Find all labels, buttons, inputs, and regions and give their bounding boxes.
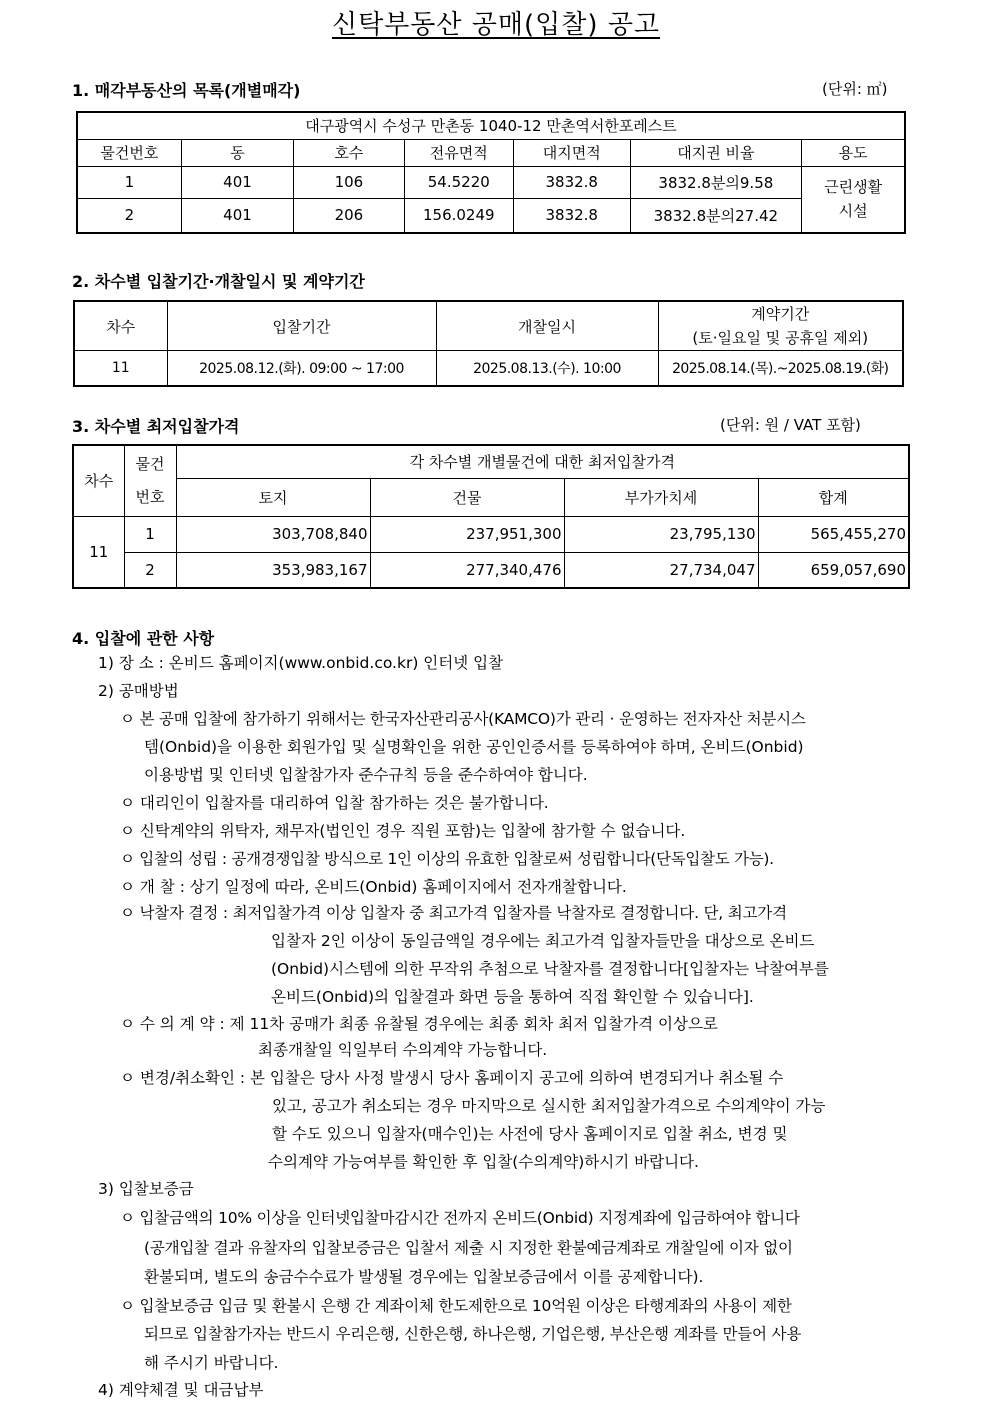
table-cell: 206 [294, 198, 404, 233]
bullet-winner: ㅇ 낙찰자 결정 : 최저입찰가격 이상 입찰자 중 최고가격 입찰자를 낙찰자로 결정합니다. 단, 최고가격 [120, 904, 787, 922]
bullet-change-cancel-cont: 수의계약 가능여부를 확인한 후 입찰(수의계약)하시기 바랍니다. [268, 1153, 699, 1171]
bullet-transfer-limit-cont: 되므로 입찰참가자는 반드시 우리은행, 신한은행, 하나은행, 기업은행, 부산은행 계좌를 만들어 사용 [144, 1325, 802, 1343]
bullet-formation: ㅇ 입찰의 성립 : 공개경쟁입찰 방식으로 1인 이상의 유효한 입찰로써 성립합니다(단독입찰도 가능). [120, 850, 774, 868]
property-address: 대구광역시 수성구 만촌동 1040-12 만촌역서한포레스트 [77, 112, 905, 139]
deposit-heading: 3) 입찰보증금 [98, 1180, 194, 1198]
col-header: 개찰일시 [436, 301, 658, 351]
bullet-deposit: ㅇ 입찰금액의 10% 이상을 인터넷입찰마감시간 전까지 온비드(Onbid) 지정계좌에 입금하여야 합니다 [120, 1209, 800, 1227]
bullet-trustor: ㅇ 신탁계약의 위탁자, 채무자(법인인 경우 직원 포함)는 입찰에 참가할 수 없습니다. [120, 822, 686, 840]
table-cell: 3832.8분의27.42 [630, 198, 802, 233]
bullet-transfer-limit-cont: 해 주시기 바랍니다. [144, 1354, 279, 1372]
col-header: 용도 [802, 139, 905, 166]
usage-line: 근린생활 [824, 178, 883, 197]
table-cell: 23,795,130 [564, 516, 758, 552]
bullet-change-cancel-cont: 있고, 공고가 취소되는 경우 마지막으로 실시한 최저입찰가격으로 수의계약이 가능 [272, 1097, 826, 1115]
bullet-deposit-cont: (공개입찰 결과 유찰자의 입찰보증금은 입찰서 제출 시 지정한 환불예금계좌로 개찰일에 이자 없이 [144, 1239, 793, 1257]
table-cell: 106 [294, 166, 404, 198]
col-header: 차수 [74, 301, 167, 351]
schedule-table [73, 300, 904, 387]
table-cell: 401 [181, 198, 293, 233]
bullet-winner-cont: 입찰자 2인 이상이 동일금액일 경우에는 최고가격 입찰자들만을 대상으로 온비드 [271, 932, 815, 950]
table-cell: 2 [124, 552, 176, 588]
table-cell: 11 [74, 351, 167, 386]
col-header [658, 301, 903, 351]
item-header-line: 물건 [135, 454, 165, 473]
contract-payment-heading: 4) 계약체결 및 대금납부 [98, 1381, 264, 1399]
table-cell: 11 [73, 516, 124, 588]
col-header: 부가가치세 [564, 478, 758, 516]
table-row [74, 351, 903, 386]
col-header [124, 445, 176, 516]
property-list-table [76, 111, 906, 234]
bullet-private-contract: ㅇ 수 의 계 약 : 제 11차 공매가 최종 유찰될 경우에는 최종 회차 최저 입찰가격 이상으로 [120, 1015, 718, 1033]
page-title: 신탁부동산 공매(입찰) 공고 [331, 10, 661, 40]
col-header: 물건번호 [77, 139, 181, 166]
table-cell: 2025.08.13.(수). 10:00 [436, 351, 658, 386]
col-header: 동 [181, 139, 293, 166]
span-header: 각 차수별 개별물건에 대한 최저입찰가격 [176, 445, 909, 478]
table-row [73, 516, 909, 552]
table-cell: 3832.8 [513, 166, 630, 198]
table-cell: 1 [77, 166, 181, 198]
section3-unit: (단위: 원 / VAT 포함) [720, 416, 861, 434]
section3-heading: 3. 차수별 최저입찰가격 [72, 417, 240, 436]
col-header: 대지면적 [513, 139, 630, 166]
col-header: 차수 [73, 445, 124, 516]
table-cell: 2025.08.12.(화). 09:00 ~ 17:00 [167, 351, 436, 386]
table-cell: 353,983,167 [176, 552, 370, 588]
bullet-transfer-limit: ㅇ 입찰보증금 입금 및 환불시 은행 간 계좌이체 한도제한으로 10억원 이상은 타행계좌의 사용이 제한 [120, 1297, 792, 1315]
table-cell: 237,951,300 [370, 516, 564, 552]
bullet-agent: ㅇ 대리인이 입찰자를 대리하여 입찰 참가하는 것은 불가합니다. [120, 794, 549, 812]
table-cell: 303,708,840 [176, 516, 370, 552]
bullet-opening: ㅇ 개 찰 : 상기 일정에 따라, 온비드(Onbid) 홈페이지에서 전자개찰합니다. [120, 878, 627, 896]
table-cell: 3832.8분의9.58 [630, 166, 802, 198]
item-header-line: 번호 [135, 487, 165, 506]
section4-heading: 4. 입찰에 관한 사항 [72, 629, 215, 648]
table-row [77, 166, 905, 198]
section1-heading: 1. 매각부동산의 목록(개별매각) [72, 81, 301, 100]
table-cell: 27,734,047 [564, 552, 758, 588]
table-cell: 1 [124, 516, 176, 552]
bullet-private-contract-cont: 최종개찰일 익일부터 수의계약 가능합니다. [258, 1041, 548, 1059]
bullet-change-cancel: ㅇ 변경/취소확인 : 본 입찰은 당사 사정 발생시 당사 홈페이지 공고에 의하여 변경되거나 취소될 수 [120, 1069, 784, 1087]
table-cell: 565,455,270 [758, 516, 909, 552]
col-header: 호수 [294, 139, 404, 166]
table-cell: 659,057,690 [758, 552, 909, 588]
contract-header-line: (토·일요일 및 공휴일 제외) [692, 329, 869, 347]
table-cell: 54.5220 [404, 166, 513, 198]
bullet-onbid: ㅇ 본 공매 입찰에 참가하기 위해서는 한국자산관리공사(KAMCO)가 관리 · 운영하는 전자자산 처분시스 [120, 710, 806, 728]
bullet-change-cancel-cont: 할 수도 있으니 입찰자(매수인)는 사전에 당사 홈페이지로 입찰 취소, 변경 및 [272, 1125, 788, 1143]
min-price-table [72, 444, 910, 589]
table-cell: 2 [77, 198, 181, 233]
bullet-onbid-cont: 템(Onbid)을 이용한 회원가입 및 실명확인을 위한 공인인증서를 등록하여야 하며, 온비드(Onbid) [144, 738, 804, 756]
sale-method-heading: 2) 공매방법 [98, 682, 179, 700]
table-cell: 401 [181, 166, 293, 198]
table-cell: 156.0249 [404, 198, 513, 233]
col-header: 전유면적 [404, 139, 513, 166]
usage-cell [802, 166, 905, 233]
table-row [77, 198, 905, 233]
table-row [73, 552, 909, 588]
usage-line: 시설 [838, 202, 868, 221]
section2-heading: 2. 차수별 입찰기간·개찰일시 및 계약기간 [72, 272, 365, 291]
table-cell: 277,340,476 [370, 552, 564, 588]
col-header: 입찰기간 [167, 301, 436, 351]
col-header: 토지 [176, 478, 370, 516]
col-header: 합계 [758, 478, 909, 516]
bullet-winner-cont: (Onbid)시스템에 의한 무작위 추첨으로 낙찰자를 결정합니다[입찰자는 낙찰여부를 [271, 960, 829, 978]
col-header: 건물 [370, 478, 564, 516]
bullet-winner-cont: 온비드(Onbid)의 입찰결과 화면 등을 통하여 직접 확인할 수 있습니다]. [271, 988, 754, 1006]
bullet-deposit-cont: 환불되며, 별도의 송금수수료가 발생될 경우에는 입찰보증금에서 이를 공제합니다). [144, 1268, 704, 1286]
bullet-onbid-cont: 이용방법 및 인터넷 입찰참가자 준수규칙 등을 준수하여야 합니다. [144, 766, 588, 784]
contract-header-line: 계약기간 [751, 305, 810, 323]
col-header: 대지권 비율 [630, 139, 802, 166]
section1-unit: (단위: ㎡) [822, 80, 888, 98]
table-cell: 2025.08.14.(목).~2025.08.19.(화) [658, 351, 903, 386]
table-cell: 3832.8 [513, 198, 630, 233]
bid-place-line: 1) 장 소 : 온비드 홈페이지(www.onbid.co.kr) 인터넷 입찰 [98, 654, 504, 672]
